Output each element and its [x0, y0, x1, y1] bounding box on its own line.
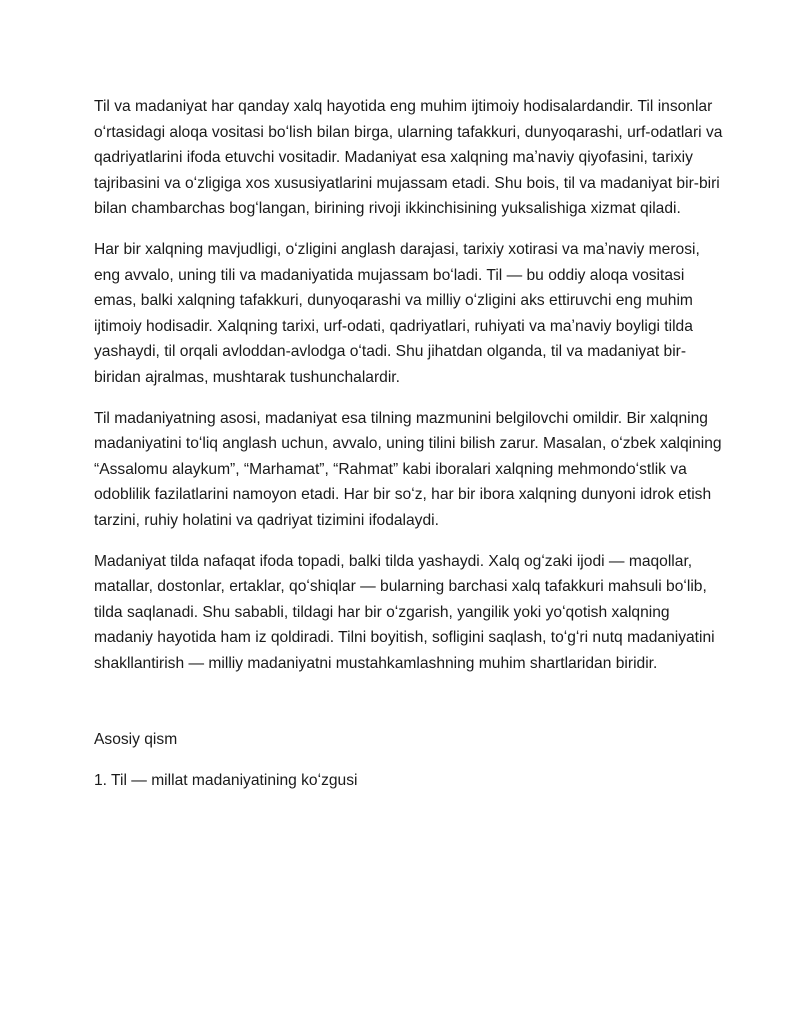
- paragraph-3: Til madaniyatning asosi, madaniyat esa tilning mazmunini belgilovchi omildir. Bir xalqning madaniyatini toʻliq anglash uchun, avvalo, uning tilini bilish zarur. Masalan, oʻzbek xalqining “Assalomu alaykum”, “Marhamat”, “Rahmat” kabi iboralari xalqning mehmondoʻstlik va odoblilik fazilatlarini namoyon etadi. Har bir soʻz, har bir ibora xalqning dunyoni idrok etish tarzini, ruhiy holatini va qadriyat tizimini ifodalaydi.: [94, 409, 722, 529]
- document-body: [94, 94, 724, 809]
- paragraph-4: Madaniyat tilda nafaqat ifoda topadi, balki tilda yashaydi. Xalq ogʻzaki ijodi — maqollar, matallar, dostonlar, ertaklar, qoʻshiqlar — bularning barchasi xalq tafakkuri mahsuli boʻlib, tilda saqlanadi. Shu sababli, tildagi har bir oʻzgarish, yangilik yoki yoʻqotish xalqning madaniy hayotida ham iz qoldiradi. Tilni boyitish, sofligini saqlash, toʻgʻri nutq madaniyatini shakllantirish — milliy madaniyatni mustahkamlashning muhim shartlaridan biridir.: [94, 552, 715, 672]
- section-spacer: [94, 691, 724, 727]
- subsection-title: 1. Til — millat madaniyatining koʻzgusi: [94, 772, 358, 790]
- paragraph-1: Til va madaniyat har qanday xalq hayotida eng muhim ijtimoiy hodisalardandir. Til insonlar oʻrtasidagi aloqa vositasi boʻlish bilan birga, ularning tafakkuri, dunyoqarashi, urf-odatlari va qadriyatlarini ifoda etuvchi vositadir. Madaniyat esa xalqning maʼnaviy qiyofasini, tarixiy tajribasini va oʻzligiga xos xususiyatlarini mujassam etadi. Shu bois, til va madaniyat bir-biri bilan chambarchas bogʻlangan, birining rivoji ikkinchisining yuksalishiga xizmat qiladi.: [94, 98, 723, 218]
- section-title: Asosiy qism: [94, 731, 178, 749]
- paragraph-2: Har bir xalqning mavjudligi, oʻzligini anglash darajasi, tarixiy xotirasi va maʼnaviy merosi, eng avvalo, uning tili va madaniyatida mujassam boʻladi. Til — bu oddiy aloqa vositasi emas, balki xalqning tafakkuri, dunyoqarashi va milliy oʻzligini aks ettiruvchi eng muhim ijtimoiy hodisadir. Xalqning tarixi, urf-odati, qadriyatlari, ruhiyati va maʼnaviy boyligi tilda yashaydi, til orqali avloddan-avlodga oʻtadi. Shu jihatdan olganda, til va madaniyat bir-biridan ajralmas, mushtarak tushunchalardir.: [94, 240, 700, 386]
